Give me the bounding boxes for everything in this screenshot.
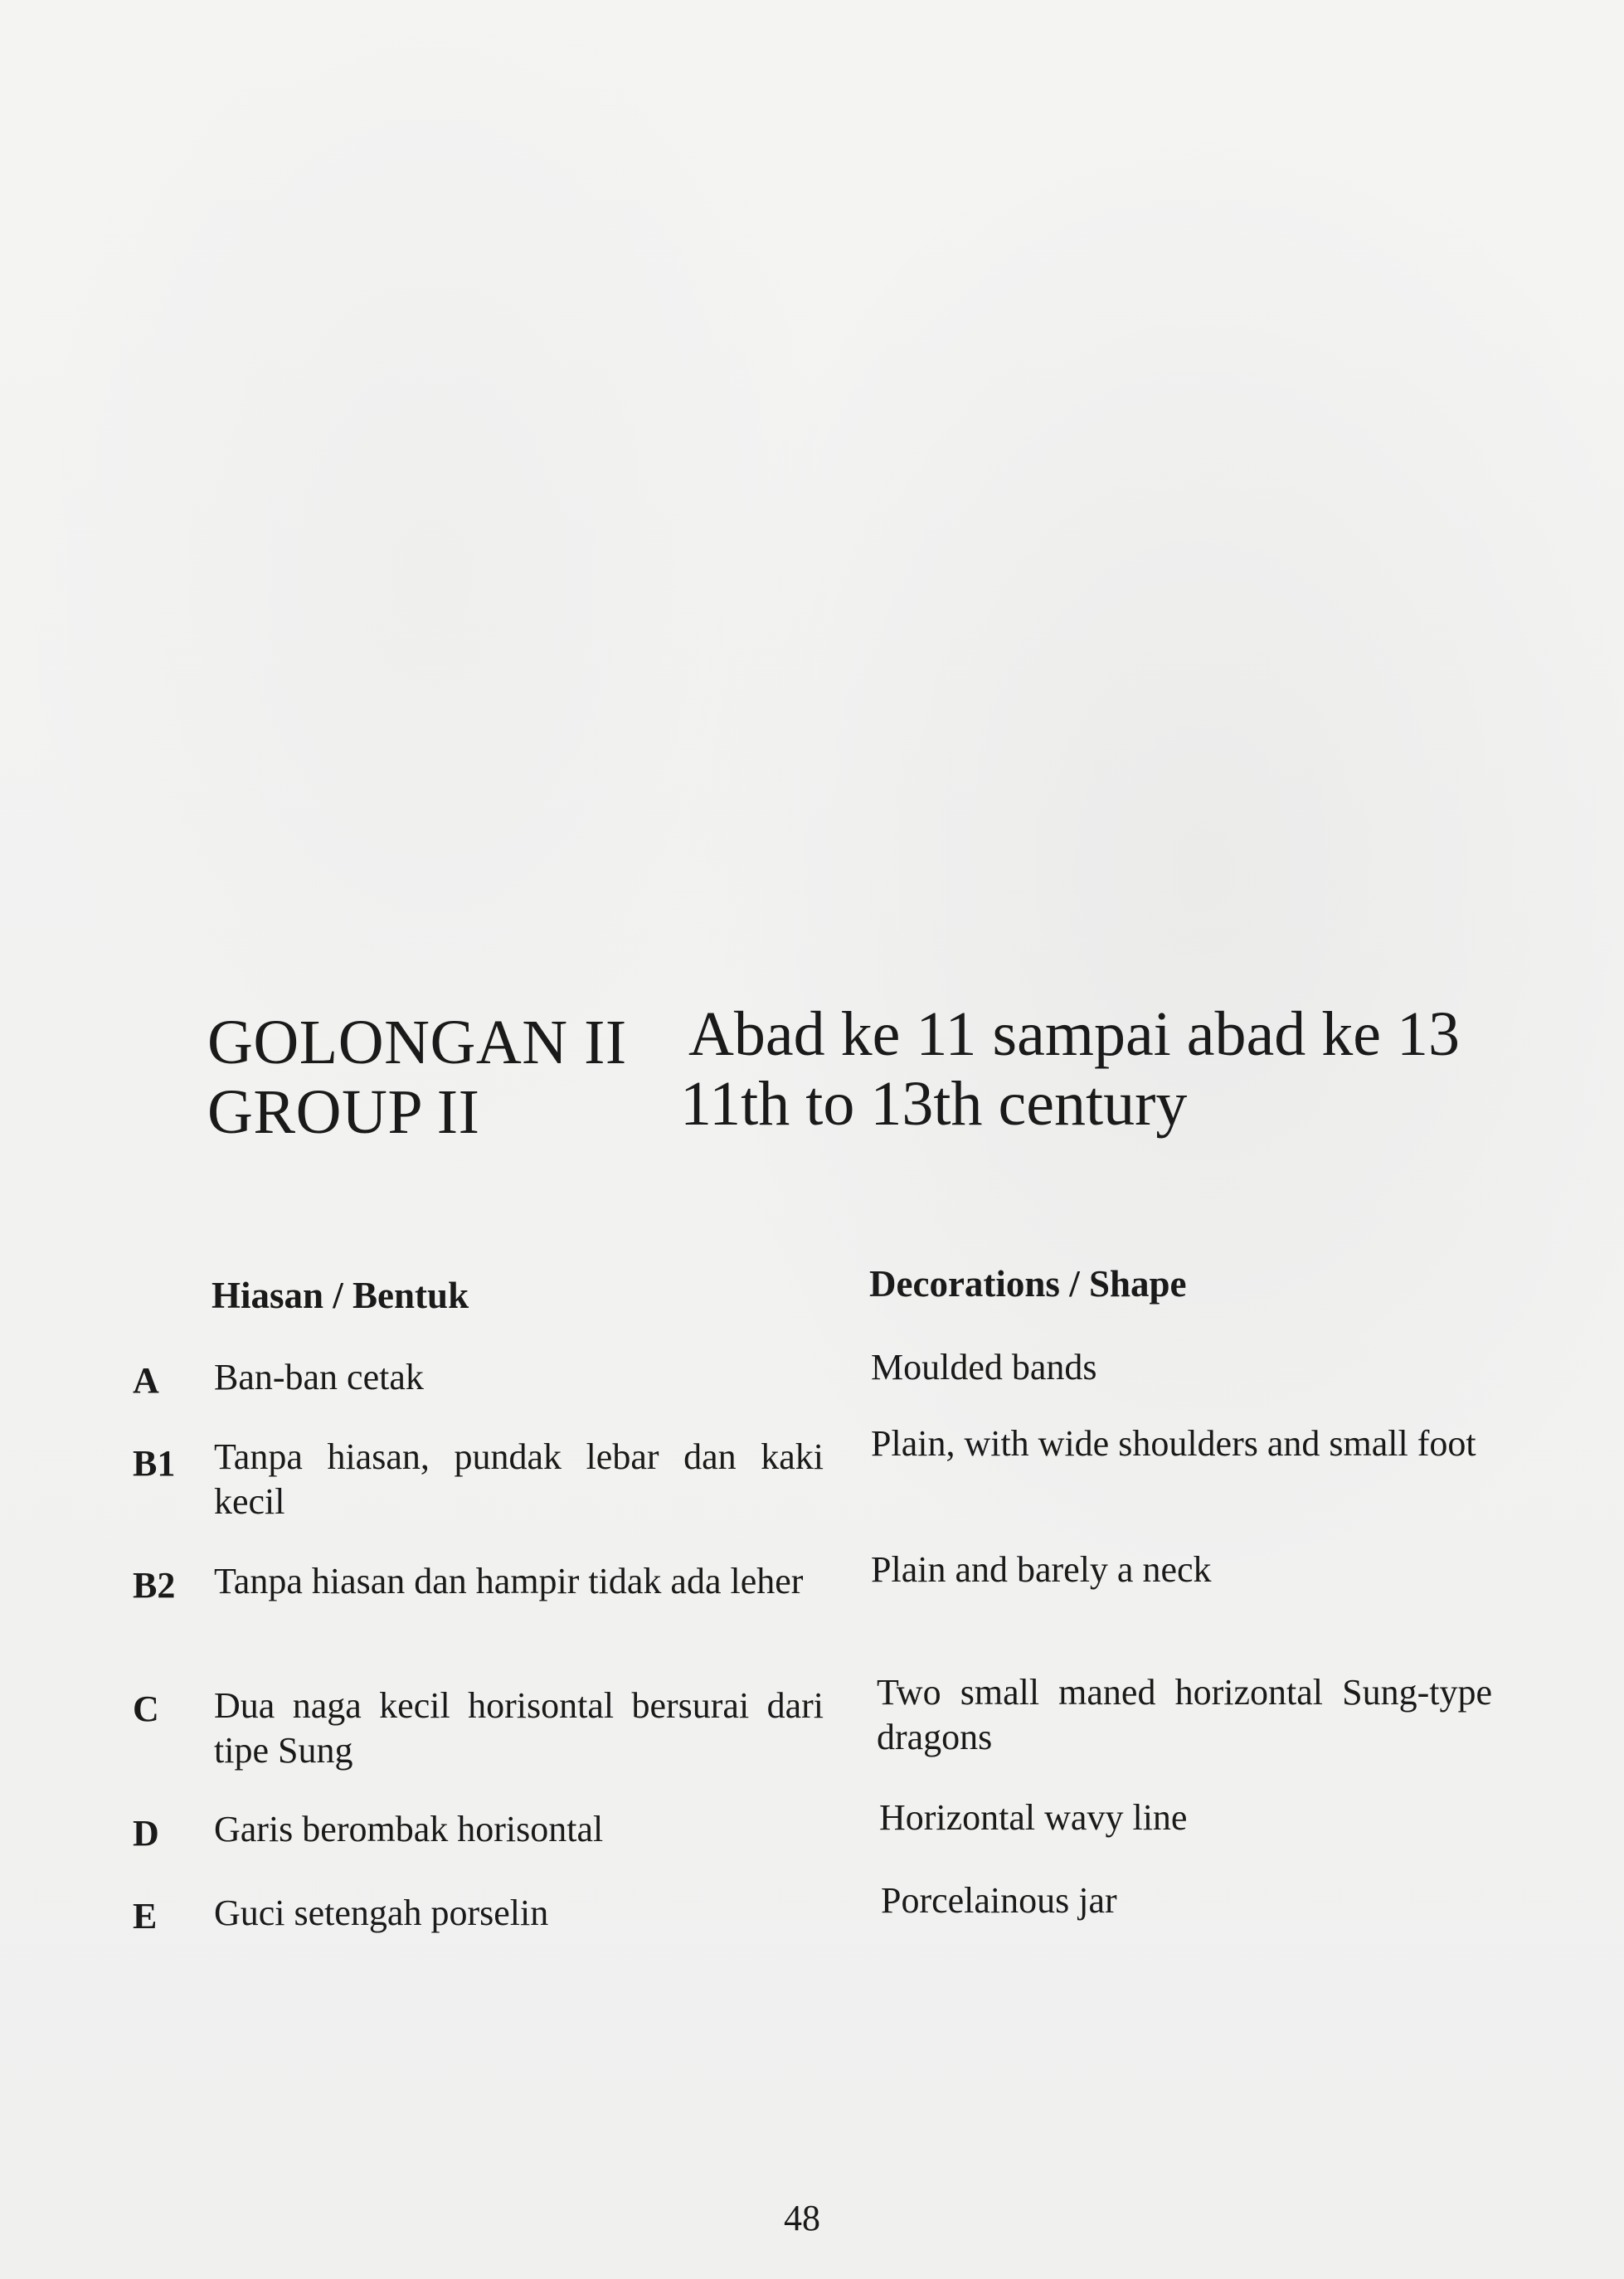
row-description-indonesian: Ban-ban cetak xyxy=(214,1357,424,1397)
row-description-indonesian: Garis berombak horisontal xyxy=(214,1809,604,1849)
row-code: E xyxy=(133,1896,158,1936)
title-group-english: GROUP II xyxy=(207,1077,480,1147)
column-header-english: Decorations / Shape xyxy=(869,1263,1187,1305)
row-code: B1 xyxy=(133,1443,176,1484)
row-code: D xyxy=(133,1813,159,1854)
row-description-english: Plain, with wide shoulders and small foot xyxy=(871,1423,1476,1464)
row-description-english: Porcelainous jar xyxy=(881,1880,1117,1921)
row-description-english: Plain and barely a neck xyxy=(871,1549,1212,1590)
title-group-indonesian: GOLONGAN II xyxy=(207,1008,627,1077)
row-code: C xyxy=(133,1689,159,1729)
title-period-english: 11th to 13th century xyxy=(680,1069,1188,1139)
row-description-english: Two small maned horizontal Sung-type dragons xyxy=(877,1672,1492,1757)
column-header-indonesian: Hiasan / Bentuk xyxy=(212,1275,469,1316)
row-description-indonesian: Guci setengah porselin xyxy=(214,1893,549,1933)
row-code: A xyxy=(133,1360,159,1401)
row-description-english: Horizontal wavy line xyxy=(879,1797,1188,1838)
row-code: B2 xyxy=(133,1565,176,1606)
row-description-indonesian: Dua naga kecil horisontal bersurai dari tipe Sung xyxy=(214,1685,824,1771)
row-description-english: Moulded bands xyxy=(871,1347,1097,1387)
title-period-indonesian: Abad ke 11 sampai abad ke 13 xyxy=(688,999,1460,1069)
row-description-indonesian: Tanpa hiasan dan hampir tidak ada leher xyxy=(214,1561,804,1601)
row-description-indonesian: Tanpa hiasan, pundak lebar dan kaki kecil xyxy=(214,1436,824,1522)
page-number: 48 xyxy=(784,2198,820,2238)
